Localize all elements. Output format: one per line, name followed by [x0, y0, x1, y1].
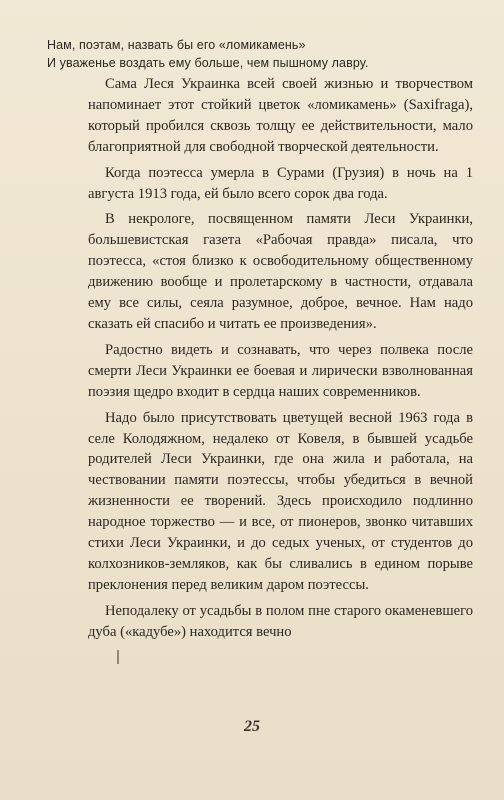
- epigraph-line-2: И уваженье воздать ему больше, чем пышному лавру.: [47, 56, 369, 70]
- paragraph-3: В некрологе, посвященном памяти Леси Украинки, большевистская газета «Рабочая правда» писала, что поэтесса, «стоя близко к освободительному общественному движению вообще и пролетарскому в частности, отдавала ему все силы, сеяла разумное, доброе, вечное. Нам надо сказать ей спасибо и читать ее произведения».: [88, 211, 473, 332]
- paragraph-4: Радостно видеть и сознавать, что через полвека после смерти Леси Украинки ее боевая и лирически взволнованная поэзия щедро входит в сердца наших современников.: [88, 341, 473, 400]
- margin-pencil-mark: [117, 650, 119, 664]
- paragraph-1: Сама Леся Украинка всей своей жизнью и творчеством напоминает этот стойкий цветок «ломикамень» (Saxifraga), который пробился сквозь толщу ее действительности, мало благоприятной для свободной творческой деятельности.: [88, 76, 473, 155]
- body-text: [88, 74, 473, 643]
- page-number: 25: [244, 718, 260, 735]
- paragraph-5: Надо было присутствовать цветущей весной 1963 года в селе Колодяжном, недалеко от Ковеля, в бывшей усадьбе родителей Леси Украинки, где она жила и работала, на чествовании памяти поэтессы, чтобы убедиться в вечной жизненности ее творений. Здесь происходило подлинно народное торжество — и все, от пионеров, звонко читавших стихи Леси Украинки, и до седых ученых, от студентов до колхозников-земляков, как бы сливались в едином порыве преклонения перед великим даром поэтессы.: [88, 409, 473, 593]
- paragraph-6: Неподалеку от усадьбы в полом пне старого окаменевшего дуба («кадубе») находится вечно: [88, 602, 473, 640]
- epigraph: [0, 36, 504, 72]
- paragraph-2: Когда поэтесса умерла в Сурами (Грузия) в ночь на 1 августа 1913 года, ей было всего сорок два года.: [88, 164, 473, 202]
- epigraph-line-1: Нам, поэтам, назвать бы его «ломикамень»: [47, 38, 306, 52]
